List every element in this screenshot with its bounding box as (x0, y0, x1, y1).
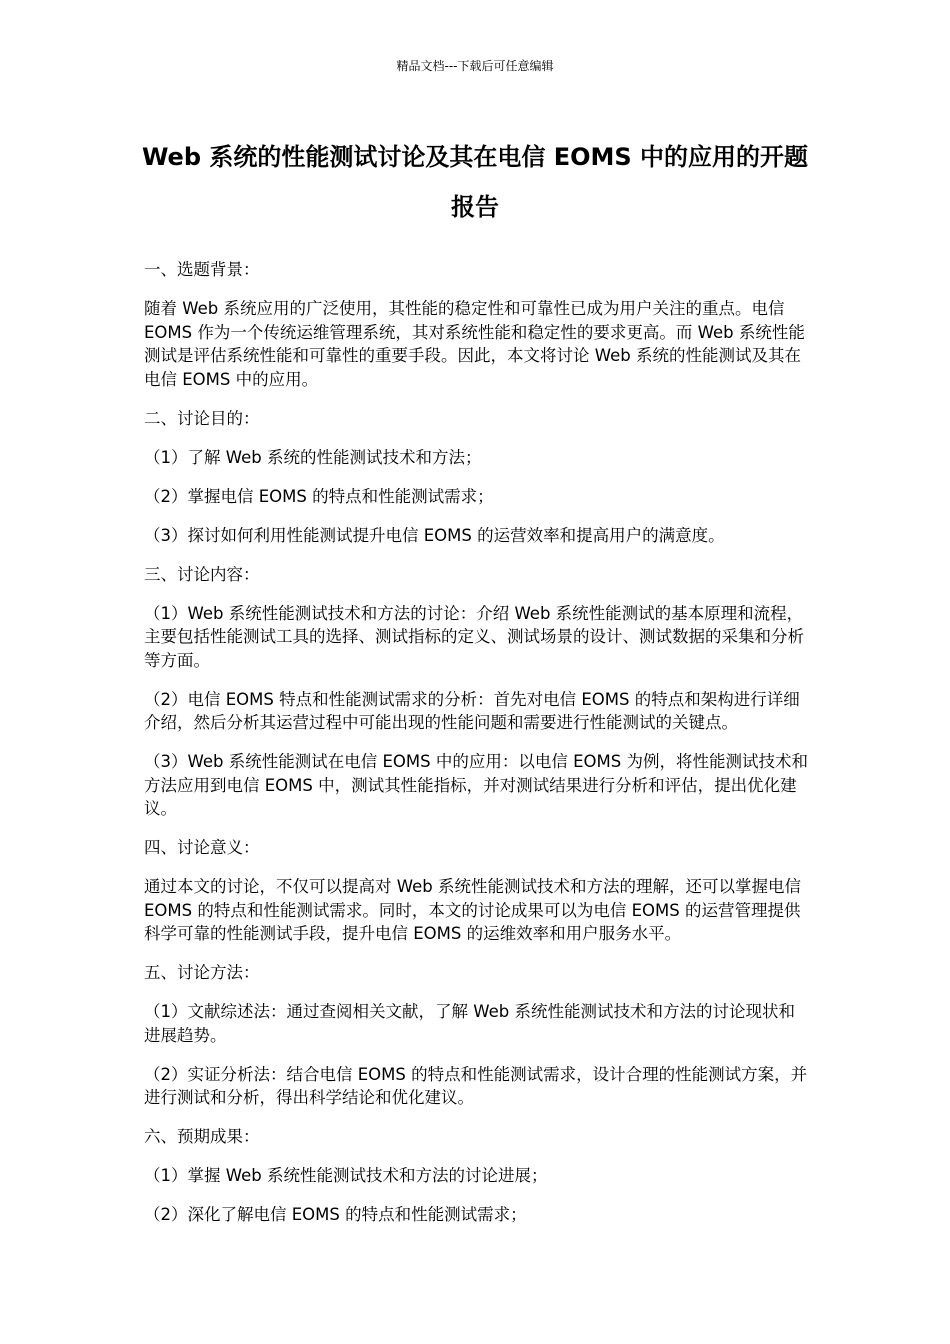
section-heading-significance: 四、讨论意义： (144, 838, 260, 857)
section-heading-background: 一、选题背景： (144, 260, 260, 279)
paragraph-significance: 通过本文的讨论，不仅可以提高对 Web 系统性能测试技术和方法的理解，还可以掌握电信 EOMS 的特点和性能测试需求。同时，本文的讨论成果可以为电信 EOMS 的运营管理提供科学可靠的性能测试手段，提升电信 EOMS 的运维效率和用户服务水平。 (144, 877, 801, 943)
paragraph-background: 随着 Web 系统应用的广泛使用，其性能的稳定性和可靠性已成为用户关注的重点。电信 EOMS 作为一个传统运维管理系统，其对系统性能和稳定性的要求更高。而 Web 系统性能测试是评估系统性能和可靠性的重要手段。因此，本文将讨论 Web 系统的性能测试及其在电信 EOMS 中的应用。 (144, 299, 805, 389)
list-item: （3）Web 系统性能测试在电信 EOMS 中的应用：以电信 EOMS 为例，将性能测试技术和方法应用到电信 EOMS 中，测试其性能指标，并对测试结果进行分析和评估，提出优化建议。 (144, 752, 808, 818)
list-item: （2）掌握电信 EOMS 的特点和性能测试需求； (144, 486, 494, 506)
list-item: （1）了解 Web 系统的性能测试技术和方法； (144, 447, 482, 467)
list-item: （3）探讨如何利用性能测试提升电信 EOMS 的运营效率和提高用户的满意度。 (144, 525, 725, 545)
page-header: 精品文档---下载后可任意编辑 (396, 59, 554, 73)
list-item: （1）Web 系统性能测试技术和方法的讨论：介绍 Web 系统性能测试的基本原理和流程，主要包括性能测试工具的选择、测试指标的定义、测试场景的设计、测试数据的采集和分析等方面。 (144, 603, 804, 670)
list-item: （2）深化了解电信 EOMS 的特点和性能测试需求； (144, 1205, 527, 1224)
section-heading-methods: 五、讨论方法： (144, 963, 260, 982)
list-item: （1）文献综述法：通过查阅相关文献，了解 Web 系统性能测试技术和方法的讨论现状和进展趋势。 (144, 1002, 795, 1045)
section-heading-content: 三、讨论内容： (144, 564, 260, 584)
section-heading-purpose: 二、讨论目的： (144, 408, 260, 428)
section-heading-outcomes: 六、预期成果： (144, 1127, 260, 1146)
document-title: Web 系统的性能测试讨论及其在电信 EOMS 中的应用的开题报告 (141, 143, 809, 221)
list-item: （2）电信 EOMS 特点和性能测试需求的分析：首先对电信 EOMS 的特点和架构进行详细介绍，然后分析其运营过程中可能出现的性能问题和需要进行性能测试的关键点。 (144, 689, 800, 732)
list-item: （1）掌握 Web 系统性能测试技术和方法的讨论进展； (144, 1166, 548, 1185)
document-body (144, 258, 810, 1242)
list-item: （2）实证分析法：结合电信 EOMS 的特点和性能测试需求，设计合理的性能测试方案，并进行测试和分析，得出科学结论和优化建议。 (144, 1064, 808, 1107)
